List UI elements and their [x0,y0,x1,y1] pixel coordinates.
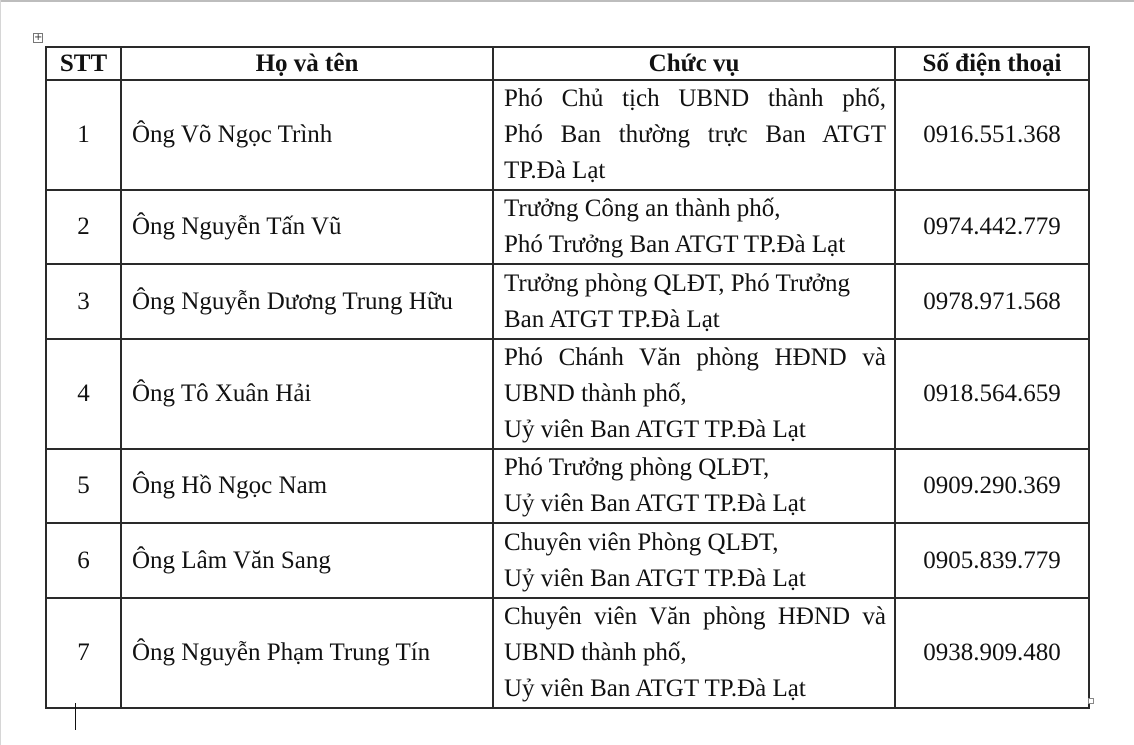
cell-name[interactable]: Ông Nguyễn Dương Trung Hữu [121,264,493,339]
header-position: Chức vụ [493,47,895,80]
cell-phone[interactable]: 0974.442.779 [895,190,1089,264]
cell-position[interactable] [493,80,895,190]
page-top-edge [0,0,1134,2]
position-line: Phó Trưởng Ban ATGT TP.Đà Lạt [504,231,846,258]
cell-stt[interactable]: 5 [46,449,121,523]
cell-position[interactable] [493,264,895,339]
cell-stt[interactable]: 1 [46,80,121,190]
position-line: UBND thành phố, [504,380,687,407]
cell-name[interactable]: Ông Võ Ngọc Trình [121,80,493,190]
contact-table [45,46,1090,709]
table-header-row [46,47,1089,80]
table-row [46,339,1089,449]
cell-stt[interactable]: 7 [46,598,121,708]
table-row [46,598,1089,708]
cell-name[interactable]: Ông Hồ Ngọc Nam [121,449,493,523]
position-line: Phó Trưởng phòng QLĐT, [504,454,770,481]
cell-name[interactable]: Ông Nguyễn Phạm Trung Tín [121,598,493,708]
cell-phone[interactable]: 0909.290.369 [895,449,1089,523]
position-line: Uỷ viên Ban ATGT TP.Đà Lạt [504,490,806,517]
cell-stt[interactable]: 3 [46,264,121,339]
cell-phone[interactable]: 0905.839.779 [895,523,1089,598]
page-left-edge [0,0,1,745]
cell-name[interactable]: Ông Tô Xuân Hải [121,339,493,449]
position-line: Chuyên viên Phòng QLĐT, [504,528,779,556]
cell-stt[interactable]: 4 [46,339,121,449]
table-row [46,264,1089,339]
position-line: Uỷ viên Ban ATGT TP.Đà Lạt [504,564,806,592]
header-stt: STT [46,47,121,80]
position-line: Phó Chủ tịch UBND thành phố, [504,85,886,112]
position-line: TP.Đà Lạt [504,157,606,184]
position-line: Phó Ban thường trực Ban ATGT [504,121,886,148]
table-row [46,523,1089,598]
table-row [46,80,1089,190]
table-resize-handle[interactable] [1088,698,1094,704]
table-move-handle-icon[interactable]: + [34,32,43,43]
cell-position[interactable] [493,523,895,598]
position-line: UBND thành phố, [504,639,687,666]
position-line: Trưởng Công an thành phố, [504,195,781,222]
cell-name[interactable]: Ông Lâm Văn Sang [121,523,493,598]
table-row [46,449,1089,523]
table-row [46,190,1089,264]
position-line: Uỷ viên Ban ATGT TP.Đà Lạt [504,416,806,443]
cell-stt[interactable]: 6 [46,523,121,598]
cell-stt[interactable]: 2 [46,190,121,264]
cell-position[interactable] [493,190,895,264]
header-phone: Số điện thoại [895,47,1089,80]
cell-phone[interactable]: 0916.551.368 [895,80,1089,190]
position-line: Chuyên viên Văn phòng HĐND và [504,603,886,630]
text-cursor [75,703,76,730]
cell-position[interactable] [493,449,895,523]
cell-position[interactable] [493,598,895,708]
cell-phone[interactable]: 0918.564.659 [895,339,1089,449]
position-line: Uỷ viên Ban ATGT TP.Đà Lạt [504,675,806,702]
cell-name[interactable]: Ông Nguyễn Tấn Vũ [121,190,493,264]
position-line: Ban ATGT TP.Đà Lạt [504,305,720,333]
header-name: Họ và tên [121,47,493,80]
position-line: Trưởng phòng QLĐT, Phó Trưởng [504,269,850,297]
cell-position[interactable] [493,339,895,449]
cell-phone[interactable]: 0938.909.480 [895,598,1089,708]
cell-phone[interactable]: 0978.971.568 [895,264,1089,339]
position-line: Phó Chánh Văn phòng HĐND và [504,344,886,371]
